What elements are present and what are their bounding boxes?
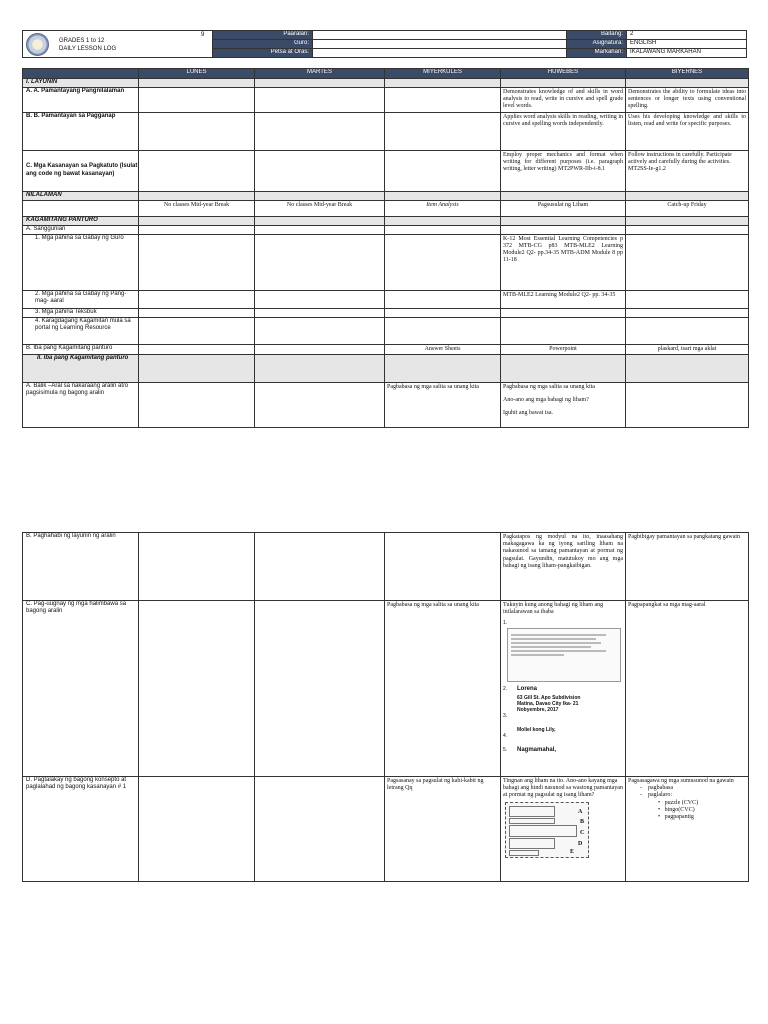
label-baitang: Baitang: [567,31,627,40]
field-guro[interactable] [313,40,567,49]
balik-huwebes-line-3: Iguhit ang bawat isa. [503,410,553,417]
letter-label: E [570,848,575,855]
letter-label: C [580,829,585,836]
cell-paghahabi-huwebes: Pagkatapos ng modyul na ito, inaasahang makagagawa ka ng iyong sariling liham na nakasunod sa tamang pamantayan at pormat ng pagsulat. Gayundin, matutukoy mo ang mga bahagi ng isang liham-pangkaibigan. [501,533,626,601]
letter-part-number: 3. [503,713,508,720]
cell-b-biyernes: Uses his developing knowledge and skills to listen, read and write for specific purposes. [626,112,749,150]
faulty-letter-image [505,802,589,858]
cell-nilalaman-lunes: No classes Mid-year Break [139,200,255,216]
row-teksbuk: 3. Mga pahina Teksbuk [23,308,139,317]
row-gabay-mag-aaral: 2. Mga pahina sa Gabay ng Pang-mag- aaral [23,290,139,308]
cell-pag-uugnay-miyerkules: Pagbabasa ng mga salita sa unang kita [385,601,501,777]
cell-nilalaman-huwebes: Pagsusulat ng Liham [501,200,626,216]
label-paaralan: Paaralan: [213,31,313,40]
field-petsa[interactable] [313,49,567,58]
cell-c-biyernes: Follow instructions in carefully. Participate actively and carefully during the activities. MT2SS-Ie-g1.2 [626,150,749,191]
day-header: BIYERNES [626,69,749,79]
label-guro: Guro: [213,40,313,49]
corner-cell [23,69,139,79]
doc-title: GRADES 1 to 12 [59,38,105,44]
activity-item: - paglalaro: [640,792,672,799]
row-sanggunian: A. Sanggunian [23,225,139,234]
doc-subtitle: DAILY LESSON LOG [59,46,117,52]
row-paghahabi: B. Paghahabi ng layunin ng aralin [23,533,139,601]
row-pagtalakay: D. Pagtalakay ng bagong konsepto at paglalahad ng bagong kasanayan # 1 [23,777,139,882]
row-karagdagang-kagamitan: 4. Karagdagang Kagamitan mula sa portal ng Learning Resource [23,317,139,344]
cell-nilalaman-martes: No classes Mid-year Break [255,200,385,216]
day-header: HUWEBES [501,69,626,79]
value-baitang: 2 [627,31,747,40]
letter-part-number: 5. [503,747,508,754]
cell-a-huwebes: Demonstrates knowledge of and skills in word analysis to read, write in cursive and spell grade level words. [501,88,626,113]
cell-s1-huwebes: K-12 Most Essential Learning Competencies p 372 MTB-CG p83 MTB-MLE2 Learning Module2 Q2- pp.34-35 MTB-ADM Module 8 pp 11-18 [501,234,626,290]
lesson-log-table-continued [22,532,749,882]
label-petsa: Petsa at Oras: [213,49,313,58]
letter-label: D [578,840,583,847]
pagtalakay-instruction: Tingnan ang liham na ito. Ano-ano kayang mga bahagi ang hindi nasunod sa wastong pamantayan at pormat ng pagsulat ng isang liham? [503,778,623,799]
row-nilalaman: NILALAMAN [23,191,139,200]
cell-iba-huwebes: Powerpoint [501,344,626,354]
letter-part-number: 1. [503,620,508,627]
balik-huwebes-line-1: Pagbabasa ng mga salita sa unang kita [503,383,595,390]
cell-pagtalakay-miyerkules: Pagsasanay sa pagsulat ng kabi-kabit ng letrang Qq [385,777,501,882]
cell-pag-uugnay-huwebes [501,601,626,777]
row-gabay-guro: 1. Mga pahina sa Gabay ng Guro [23,234,139,290]
letter-parts-image [503,620,623,753]
cell-balik-huwebes [501,382,626,427]
cell-iba-miyerkules: Answer Sheets [385,344,501,354]
header-info-table [212,30,747,58]
cell-balik-miyerkules: Pagbabasa ng mga salita sa unang kita [385,382,501,427]
page-number: 9 [201,32,205,38]
letter-part-number: 4. [503,733,508,740]
letter-body-snippet [507,628,621,682]
letter-closing: Nagmamahal, [517,747,557,754]
activity-sub-item: • puzzle (CVC) [658,799,699,806]
row-pamantayang-pangnilalaman: A. A. Pamantayang Pangnilalaman [23,88,139,113]
row-iba-pang-kagamitan: B. Iba pang Kagamitang panturo [23,344,139,354]
activity-item: - pagbabasa [640,785,673,792]
school-header-box [22,30,214,58]
lesson-log-table [22,68,749,428]
row-pag-uugnay: C. Pag-uugnay ng mga halimbawa sa bagong aralin [23,601,139,777]
cell-iba-biyernes: plaskard, tsart mga aklat [626,344,749,354]
field-paaralan[interactable] [313,31,567,40]
pag-uugnay-instruction: Tukuyin kung anong bahagi ng liham ang inilalarawan sa ibaba [503,602,604,616]
day-header: MIYERKULES [385,69,501,79]
value-asignatura: ENGLISH [627,40,747,49]
row-pamantayan-sa-pagganap: B. B. Pamantayan sa Pagganap [23,112,139,150]
cell-c-huwebes: Employ proper mechanics and format when writing for different purposes (i.e. paragraph writing, letter writing) MT2PWR-IIb-i-8.1 [501,150,626,191]
cell-nilalaman-miyerkules: Item Analysis [385,200,501,216]
row-layunin: I. LAYUNIN [23,79,139,88]
letter-greeting: Moliel kong Lily, [517,727,556,734]
day-header: LUNES [139,69,255,79]
activity-sub-item: • pagpapantig [658,814,694,821]
row-mga-kasanayan: C. Mga Kasanayan sa Pagkatuto (Isulat ang code ng bawat kasanayan) [23,150,139,191]
cell-pagtalakay-biyernes [626,777,749,882]
row-balik-aral: A. Balik –Aral sa nakaraang aralin at/o pagsisimula ng bagong aralin [23,382,139,427]
day-header: MARTES [255,69,385,79]
pagtalakay-biyernes-heading: Pagsasagawa ng mga sumusunod na gawain [628,778,734,784]
cell-paghahabi-biyernes: Pagbibigay pamantayan sa pangkatang gawain [626,533,749,601]
value-markahan: IKALAWANG MARKAHAN [627,49,747,58]
cell-s2-huwebes: MTB-MLE2 Learning Module2 Q2- pp. 34-35 [501,290,626,308]
balik-huwebes-line-2: Ano-ano ang mga bahagi ng liham? [503,397,589,404]
activity-sub-item: • bingo(CVC) [658,806,695,813]
letter-name: Lorena [517,686,538,693]
letter-part-number: 2. [503,686,508,693]
letter-label: B [580,818,585,825]
row-ii-iba-pang-kagamitan: II. Iba pang Kagamitang panturo [23,354,139,382]
cell-b-huwebes: Applies word analysis skills in reading, writing in cursive and spelling words independently. [501,112,626,150]
letter-address: 63 Gill St. Apo Subdivision Matina, Davao City Ika- 21 Nobyembre, 2017 [517,695,581,714]
label-markahan: Markahan: [567,49,627,58]
cell-a-biyernes: Demonstrates the ability to formulate ideas into sentences or longer texts using conventional spelling. [626,88,749,113]
cell-pagtalakay-huwebes [501,777,626,882]
label-asignatura: Asignatura: [567,40,627,49]
cell-nilalaman-biyernes: Catch-up Friday [626,200,749,216]
cell-pag-uugnay-biyernes: Pagpapangkat sa mga mag-aaral [626,601,749,777]
deped-seal-icon [26,33,49,56]
letter-label: A [578,808,583,815]
row-kagamitang-panturo: KAGAMITANG PANTURO [23,216,139,225]
